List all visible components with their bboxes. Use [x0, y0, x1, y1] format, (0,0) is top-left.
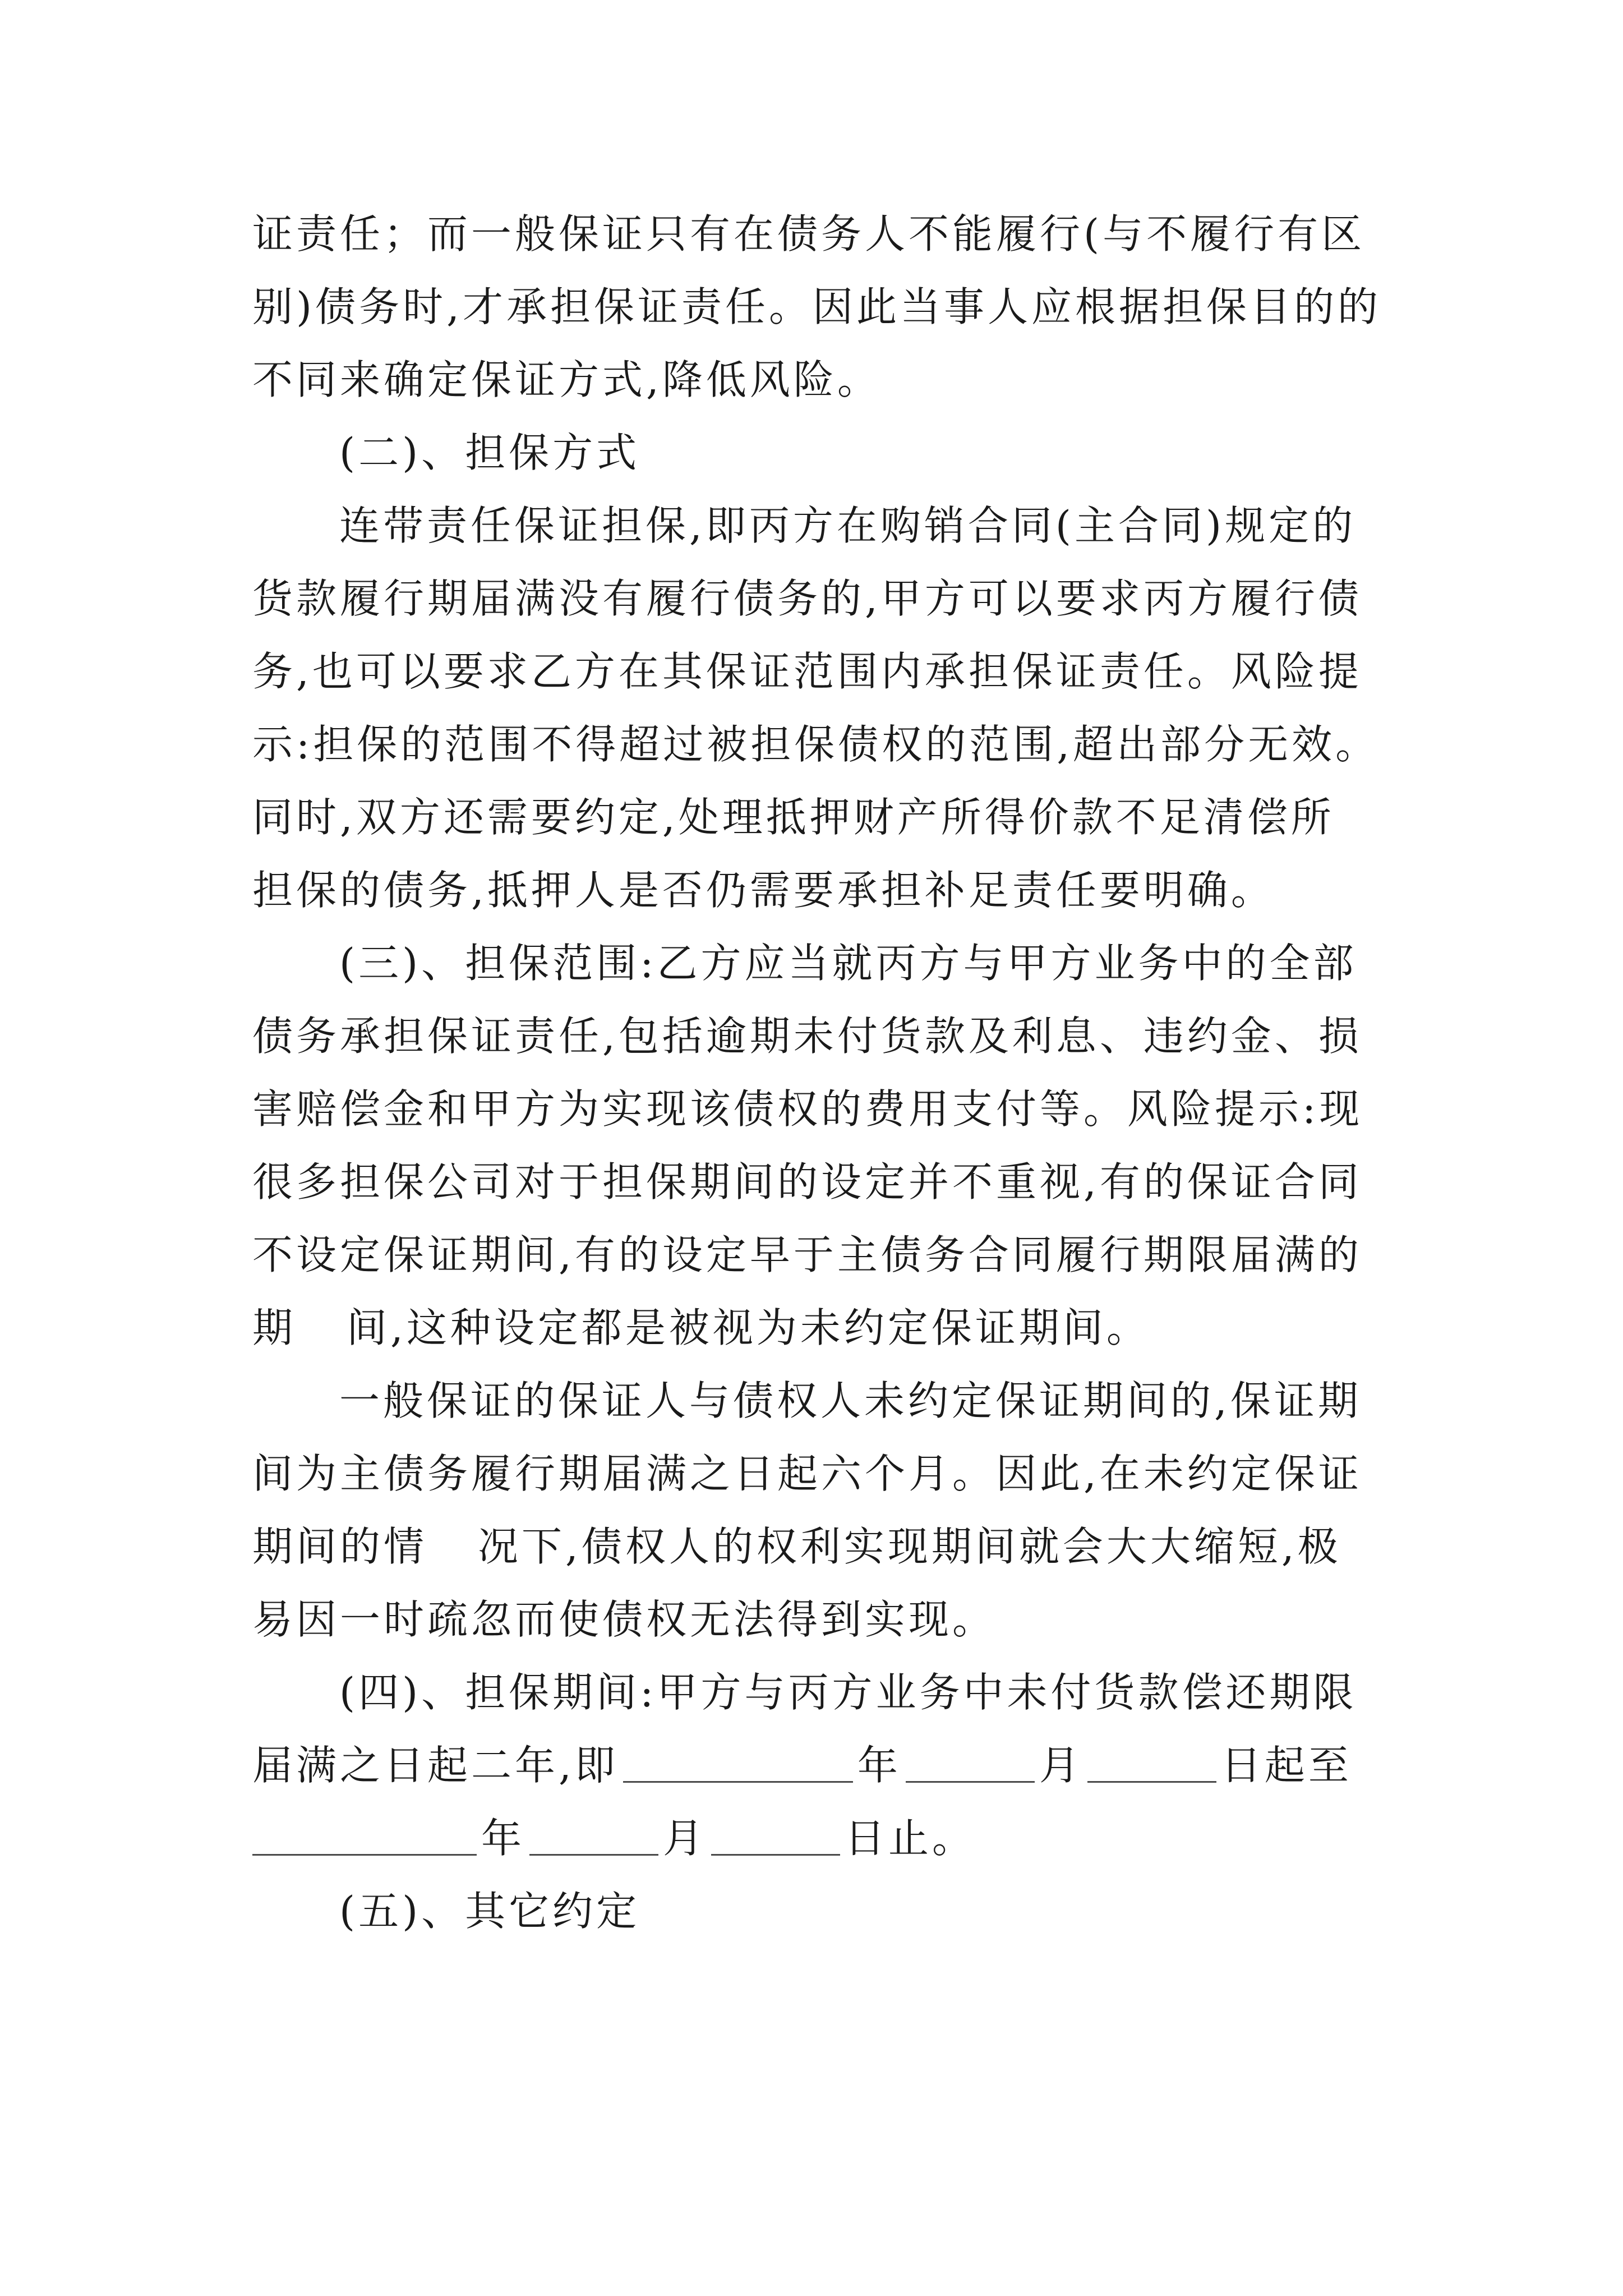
text-line: 不同来确定保证方式,降低风险。	[252, 356, 881, 403]
document-body	[252, 197, 1385, 1948]
year-blank-field[interactable]	[252, 1814, 477, 1856]
text-line	[252, 1802, 1385, 1875]
section-heading-3: (三)、担保范围:乙方应当就丙方与甲方业务中的全部	[339, 940, 1357, 987]
year-blank-field[interactable]	[623, 1741, 853, 1783]
month-label: 月	[663, 1815, 707, 1862]
text-line: 债务承担保证责任,包括逾期未付货款及利息、违约金、损	[252, 1013, 1362, 1060]
text-line	[252, 1510, 1385, 1583]
day-blank-field[interactable]	[1087, 1741, 1216, 1783]
text-line: 很多担保公司对于担保期间的设定并不重视,有的保证合同	[252, 1158, 1362, 1205]
text-line: 同时,双方还需要约定,处理抵押财产所得价款不足清偿所	[252, 794, 1335, 841]
text-line	[252, 1291, 1385, 1364]
text-fragment: 况下,债权人的权利实现期间就会大大缩短,极	[478, 1523, 1341, 1570]
text-fragment: 间,这种设定都是被视为未约定保证期间。	[347, 1304, 1150, 1351]
section-heading-2: (二)、担保方式	[339, 429, 640, 476]
text-line: 务,也可以要求乙方在其保证范围内承担保证责任。风险提	[252, 648, 1362, 695]
month-blank-field[interactable]	[529, 1814, 658, 1856]
section-heading-4: (四)、担保期间:甲方与丙方业务中未付货款偿还期限	[339, 1669, 1357, 1716]
text-fragment: 届满之日起二年,即	[252, 1742, 619, 1789]
month-label: 月	[1039, 1742, 1083, 1789]
day-blank-field[interactable]	[711, 1814, 840, 1856]
month-blank-field[interactable]	[906, 1741, 1035, 1783]
text-line	[252, 1729, 1385, 1802]
text-line: 间为主债务履行期届满之日起六个月。因此,在未约定保证	[252, 1450, 1362, 1497]
text-line: 证责任；而一般保证只有在债务人不能履行(与不履行有区	[252, 210, 1366, 257]
text-line: 连带责任保证担保,即丙方在购销合同(主合同)规定的	[339, 502, 1357, 549]
text-line: 易因一时疏忽而使债权无法得到实现。	[252, 1596, 997, 1643]
text-line: 害赔偿金和甲方为实现该债权的费用支付等。风险提示:现	[252, 1085, 1363, 1133]
text-fragment: 期间的情	[252, 1523, 428, 1570]
day-label: 日起至	[1220, 1742, 1352, 1789]
text-line: 不设定保证期间,有的设定早于主债务合同履行期限届满的	[252, 1231, 1362, 1278]
text-fragment: 期	[252, 1304, 297, 1351]
text-line: 别)债务时,才承担保证责任。因此当事人应根据担保目的的	[252, 283, 1381, 330]
section-heading-5: (五)、其它约定	[339, 1888, 640, 1935]
text-line: 货款履行期届满没有履行债务的,甲方可以要求丙方履行债	[252, 575, 1362, 622]
text-line: 担保的债务,抵押人是否仍需要承担补足责任要明确。	[252, 867, 1275, 914]
year-label: 年	[481, 1815, 525, 1862]
day-label: 日止。	[845, 1815, 976, 1862]
year-label: 年	[857, 1742, 901, 1789]
text-line: 示:担保的范围不得超过被担保债权的范围,超出部分无效。	[252, 721, 1380, 768]
text-line: 一般保证的保证人与债权人未约定保证期间的,保证期	[339, 1377, 1362, 1424]
